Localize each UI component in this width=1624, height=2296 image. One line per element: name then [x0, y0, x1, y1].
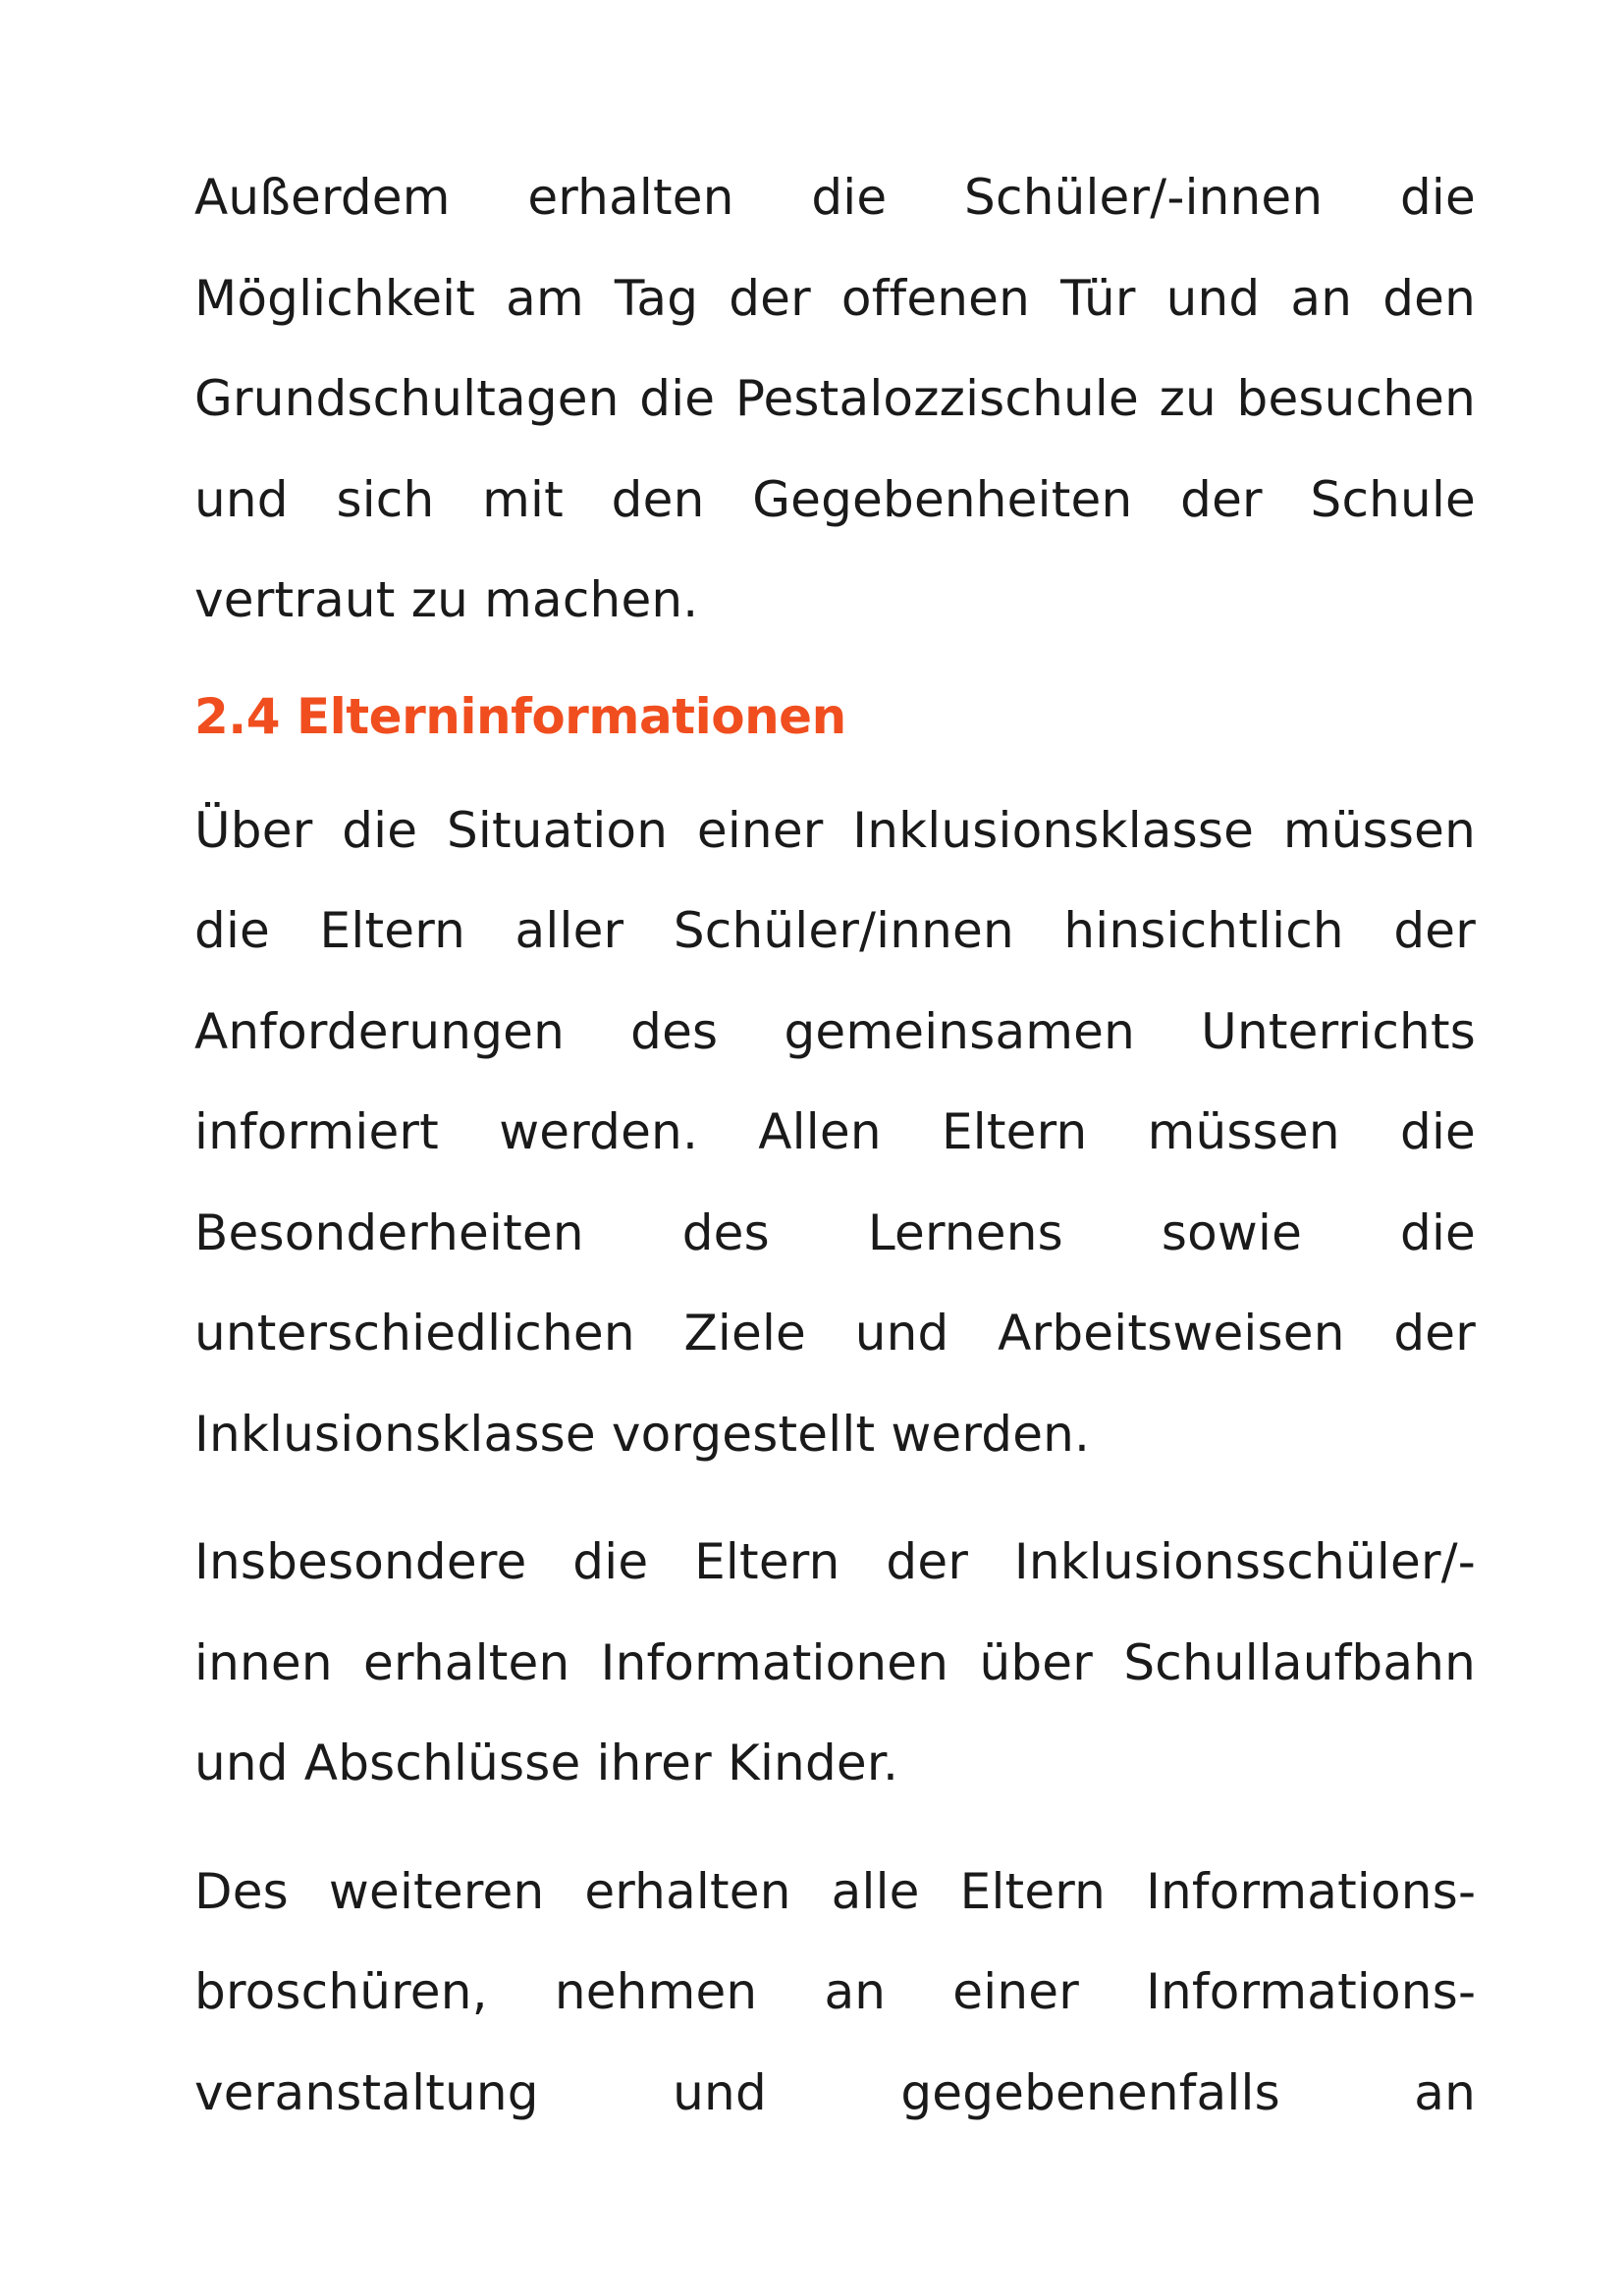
paragraph-school-visit: Außerdem erhalten die Schüler/-innen die Möglichkeit am Tag der offenen Tür und an den Grundschultagen die Pestalozzischule zu besuchen und sich mit den Gegebenheiten der Schule vertraut zu machen.	[194, 169, 1476, 628]
section-heading: 2.4 Elterninformationen	[194, 687, 846, 745]
page-content	[194, 147, 1476, 2170]
paragraph-further-information: Des weiteren erhalten alle Eltern Informationsbroschüren, nehmen an einer Informationsveranstaltung und gegebenenfalls an	[194, 1862, 1476, 2121]
paragraph-inclusion-class-info: Über die Situation einer Inklusionsklasse müssen die Eltern aller Schüler/innen hinsichtlich der Anforderungen des gemeinsamen Unterrichts informiert werden. Allen Eltern müssen die Besonderheiten des Lernens sowie die unterschiedlichen Ziele und Arbeitsweisen der Inklusionsklasse vorgestellt werden.	[194, 801, 1476, 1463]
paragraph-parents-of-inclusion-students: Insbesondere die Eltern der Inklusionsschüler/-innen erhalten Informationen über Schullaufbahn und Abschlüsse ihrer Kinder.	[194, 1533, 1476, 1791]
